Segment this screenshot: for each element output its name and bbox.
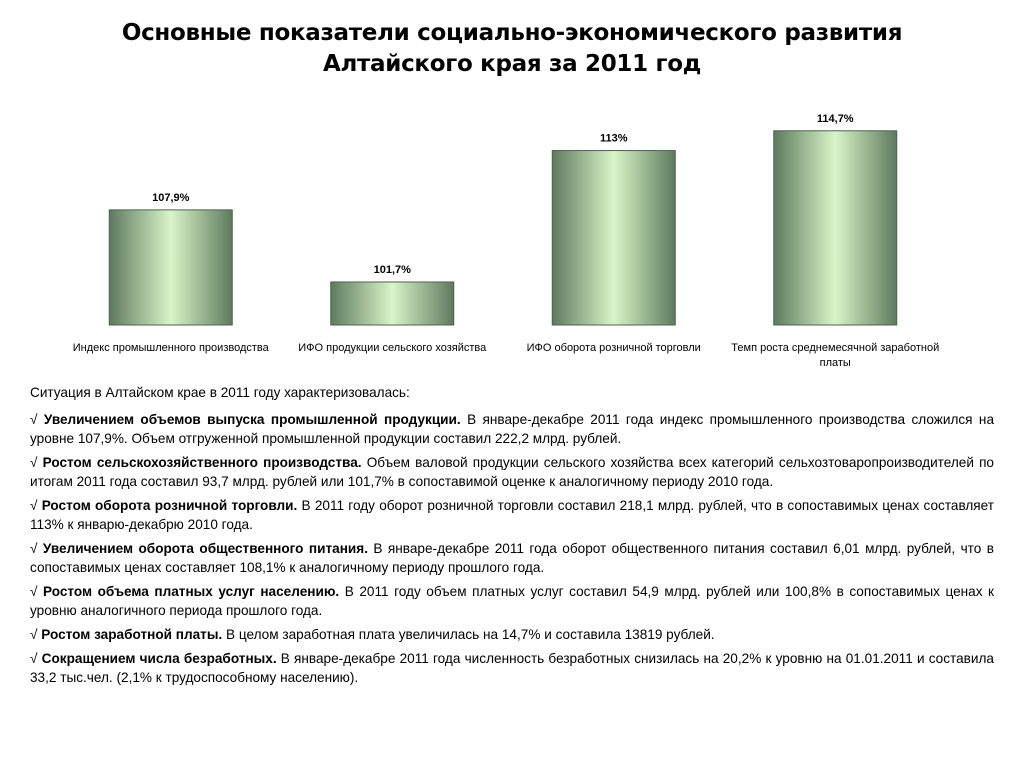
bar-2 bbox=[331, 282, 454, 325]
summary-item-heading: Ростом заработной платы. bbox=[41, 627, 223, 642]
summary-item bbox=[30, 453, 994, 491]
summary-item bbox=[30, 649, 994, 687]
data-label-4: 114,7% bbox=[816, 112, 854, 125]
checkmark-icon: √ bbox=[30, 498, 42, 513]
summary-item-body: В 2011 году оборот розничной торговли составил 218,1 млрд. рублей, что в сопоставимых ценах составляет 113% к январю-декабрю 2010 года. bbox=[30, 498, 994, 532]
summary-item-body: В 2011 году объем платных услуг составил 54,9 млрд. рублей или 100,8% в сопоставимых ценах к уровню аналогичного периода прошлого года. bbox=[30, 584, 994, 618]
summary-item-body: Объем валовой продукции сельского хозяйства всех категорий сельхозтоваропроизводителей по итогам 2011 года составил 93,7 млрд. рублей или 101,7% в сопоставимой оценке к аналогичному периоду 2010 года. bbox=[30, 455, 994, 489]
category-label-1: Индекс промышленного производства bbox=[72, 342, 269, 354]
data-label-2: 101,7% bbox=[373, 263, 411, 276]
category-label-2: ИФО продукции сельского хозяйства bbox=[298, 342, 487, 354]
summary-list bbox=[30, 410, 994, 687]
checkmark-icon: √ bbox=[30, 627, 42, 642]
summary-item bbox=[30, 539, 994, 577]
summary-item bbox=[30, 625, 994, 644]
bar-1 bbox=[109, 210, 232, 325]
category-label-3: ИФО оборота розничной торговли bbox=[526, 342, 701, 354]
bar-3 bbox=[552, 151, 675, 325]
bars-group bbox=[73, 113, 939, 369]
summary-item-heading: Увеличением оборота общественного питания. bbox=[42, 541, 368, 556]
data-label-1: 107,9% bbox=[152, 191, 190, 204]
summary-text bbox=[30, 383, 994, 692]
summary-item bbox=[30, 496, 994, 534]
summary-intro: Ситуация в Алтайском крае в 2011 году характеризовалась: bbox=[30, 385, 410, 400]
summary-item-heading: Ростом объема платных услуг населению. bbox=[43, 584, 340, 599]
checkmark-icon: √ bbox=[30, 584, 43, 599]
title-line-1: Основные показатели социально-экономического развития bbox=[121, 20, 903, 46]
summary-item-heading: Сокращением числа безработных. bbox=[41, 651, 277, 666]
summary-item-heading: Ростом оборота розничной торговли. bbox=[41, 498, 298, 513]
page-title bbox=[0, 18, 1024, 80]
title-line-2: Алтайского края за 2011 год bbox=[322, 51, 702, 77]
category-label-4-line-2: платы bbox=[819, 357, 851, 369]
bar-4 bbox=[774, 131, 897, 325]
data-label-3: 113% bbox=[599, 132, 628, 145]
checkmark-icon: √ bbox=[30, 455, 43, 470]
checkmark-icon: √ bbox=[30, 541, 43, 556]
summary-item-body: В январе-декабре 2011 года численность безработных снизилась на 20,2% к уровню на 01.01.2011 и составила 33,2 тыс.чел. (2,1% к трудоспособному населению). bbox=[30, 651, 994, 685]
summary-item-heading: Увеличением объемов выпуска промышленной продукции. bbox=[43, 412, 461, 427]
summary-item-heading: Ростом сельскохозяйственного производства. bbox=[42, 455, 362, 470]
summary-item-body: В январе-декабре 2011 года оборот общественного питания составил 6,01 млрд. рублей, что в сопоставимых ценах составляет 108,1% к аналогичному периоду прошлого года. bbox=[30, 541, 994, 575]
checkmark-icon: √ bbox=[30, 412, 44, 427]
category-label-4-line-1: Темп роста среднемесячной заработной bbox=[731, 342, 940, 354]
summary-item bbox=[30, 582, 994, 620]
summary-item-body: В январе-декабре 2011 года индекс промышленного производства сложился на уровне 107,9%. Объем отгруженной промышленной продукции составил 222,2 млрд. рублей. bbox=[30, 412, 995, 446]
summary-item-body: В целом заработная плата увеличилась на 14,7% и составила 13819 рублей. bbox=[222, 627, 715, 642]
checkmark-icon: √ bbox=[30, 651, 42, 666]
summary-item bbox=[30, 410, 994, 448]
bar-chart bbox=[0, 110, 1024, 375]
